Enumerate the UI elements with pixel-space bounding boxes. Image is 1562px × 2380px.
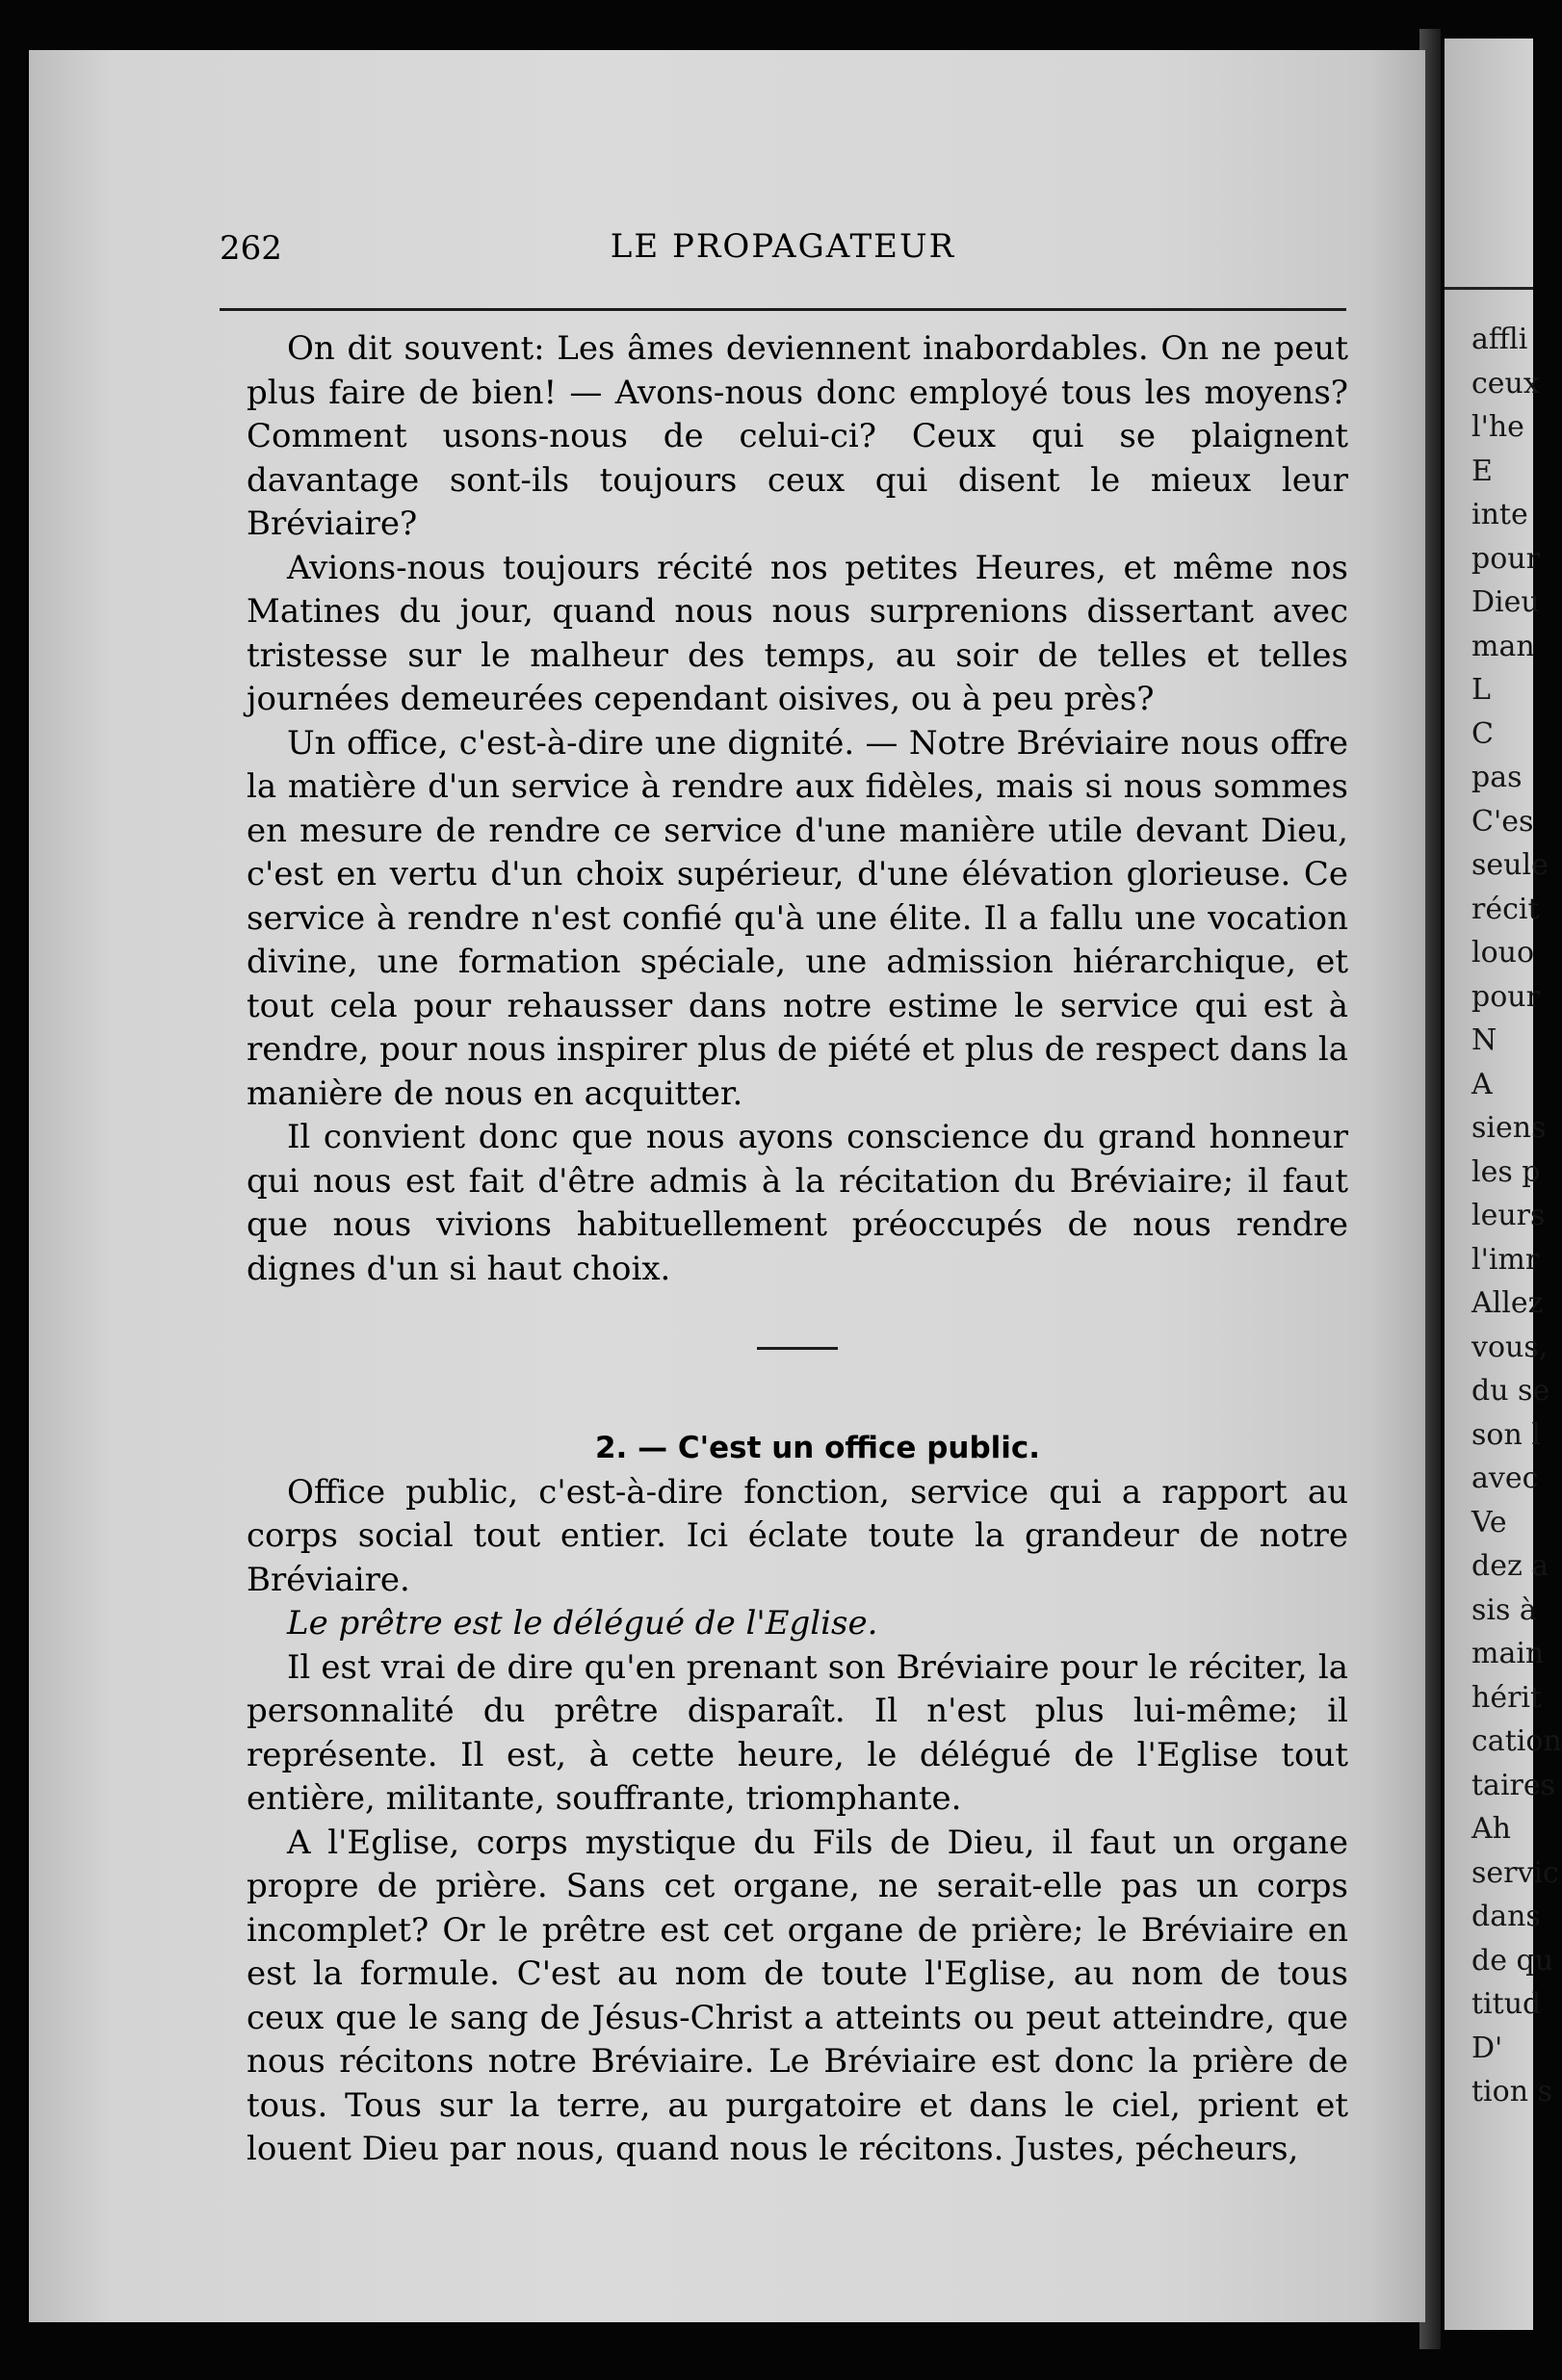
adjacent-line-fragment: récit — [1471, 892, 1540, 926]
adjacent-line-fragment: man — [1471, 629, 1535, 663]
page-body — [247, 327, 1348, 2172]
subheading: Le prêtre est le délégué de l'Eglise. — [287, 1604, 878, 1643]
paragraph: On dit souvent: Les âmes deviennent inabordables. On ne peut plus faire de bien! — Avons-nous donc employé tous les moyens? Comment usons-nous de celui-ci? Ceux qui se plaignent davantage sont-ils toujours ceux qui disent le mieux leur Bréviaire? — [247, 329, 1348, 543]
adjacent-line-fragment: du se — [1471, 1374, 1550, 1408]
adjacent-line-fragment: avec — [1471, 1462, 1539, 1495]
paragraph: Avions-nous toujours récité nos petites Heures, et même nos Matines du jour, quand nous nous surprenions dissertant avec tristesse sur le malheur des temps, au soir de telles et telles journées demeurées cependant oisives, ou à peu près? — [247, 548, 1348, 718]
adjacent-line-fragment: l'he — [1471, 410, 1524, 444]
adjacent-line-fragment: leurs — [1471, 1199, 1546, 1232]
adjacent-page-fragment — [1445, 39, 1562, 2330]
adjacent-line-fragment: pour — [1471, 541, 1540, 576]
adjacent-line-fragment: Allez — [1471, 1286, 1544, 1320]
adjacent-header-rule — [1445, 287, 1533, 290]
adjacent-line-fragment: A — [1471, 1067, 1493, 1101]
paragraph: Un office, c'est-à-dire une dignité. — Notre Bréviaire nous offre la matière d'un service à rendre aux fidèles, mais si nous sommes en mesure de rendre ce service d'une manière utile devant Dieu, c'est en vertu d'un choix supérieur, d'une élévation glorieuse. Ce service à rendre n'est confié qu'à une élite. Il a fallu une vocation divine, une formation spéciale, une admission hiérarchique, et tout cela pour rehausser dans notre estime le service qui est à rendre, pour nous inspirer plus de piété et plus de respect dans la manière de nous en acquitter. — [247, 723, 1348, 1113]
adjacent-line-fragment: seule — [1471, 848, 1549, 882]
adjacent-line-fragment: dans — [1471, 1900, 1541, 1933]
adjacent-line-fragment: C — [1471, 716, 1494, 751]
adjacent-line-fragment: taires — [1471, 1768, 1556, 1802]
running-title: LE PROPAGATEUR — [610, 227, 956, 266]
adjacent-line-fragment: de qu — [1471, 1943, 1554, 1978]
adjacent-line-fragment: hérit — [1471, 1680, 1543, 1715]
section-title: 2. — C'est un office public. — [594, 1431, 1041, 1465]
adjacent-line-fragment: son l — [1471, 1417, 1541, 1452]
paragraph: Il est vrai de dire qu'en prenant son Bréviaire pour le réciter, la personnalité du prêtre disparaît. Il n'est plus lui-même; il représente. Il est, à cette heure, le délégué de l'Eglise tout entière, militante, souffrante, triomphante. — [247, 1647, 1348, 1818]
adjacent-line-fragment: Ve — [1471, 1505, 1507, 1539]
adjacent-line-fragment: louo — [1471, 936, 1535, 970]
adjacent-line-fragment: ceux — [1471, 366, 1540, 401]
header-rule — [220, 308, 1346, 311]
adjacent-line-fragment: les p — [1471, 1154, 1541, 1189]
adjacent-line-fragment: dez a — [1471, 1549, 1549, 1583]
section-separator — [757, 1347, 838, 1350]
adjacent-line-fragment: l'imr — [1471, 1242, 1540, 1277]
adjacent-line-fragment: Ah — [1471, 1812, 1511, 1846]
paragraph: Office public, c'est-à-dire fonction, service qui a rapport au corps social tout entier. Ici éclate toute la grandeur de notre Bréviaire. — [247, 1472, 1348, 1599]
adjacent-line-fragment: N — [1471, 1023, 1497, 1057]
page-number: 262 — [220, 229, 282, 268]
adjacent-line-fragment: inte — [1471, 498, 1528, 531]
adjacent-line-fragment: cation — [1471, 1724, 1562, 1758]
adjacent-line-fragment: tion s — [1471, 2075, 1552, 2108]
adjacent-line-fragment: sis à — [1471, 1592, 1537, 1627]
paragraph: A l'Eglise, corps mystique du Fils de Dieu, il faut un organe propre de prière. Sans cet organe, ne serait-elle pas un corps incomplet? Or le prêtre est cet organe de prière; le Bréviaire en est la formule. C'est au nom de toute l'Eglise, au nom de tous ceux que le sang de Jésus-Christ a atteints ou peut atteindre, que nous récitons notre Bréviaire. Le Bréviaire est donc la prière de tous. Tous sur la terre, au purgatoire et dans le ciel, prient et louent Dieu par nous, quand nous le récitons. Justes, pécheurs, — [247, 1823, 1348, 2168]
adjacent-line-fragment: pour — [1471, 979, 1540, 1014]
paragraph: Il convient donc que nous ayons conscience du grand honneur qui nous est fait d'être admis à la récitation du Bréviaire; il faut que nous vivions habituellement préoccupés de nous rendre dignes d'un si haut choix. — [247, 1118, 1348, 1288]
adjacent-line-fragment: vous, — [1471, 1330, 1549, 1364]
adjacent-line-fragment: E — [1471, 453, 1493, 488]
adjacent-line-fragment: pas — [1471, 761, 1523, 794]
adjacent-line-fragment: siens — [1471, 1111, 1547, 1145]
adjacent-line-fragment: titud — [1471, 1987, 1542, 2021]
page-header — [220, 223, 1346, 275]
adjacent-line-fragment: servic — [1471, 1855, 1559, 1890]
adjacent-line-fragment: Dieu — [1471, 585, 1540, 619]
adjacent-page-lines — [1471, 318, 1562, 2114]
adjacent-line-fragment: L — [1471, 673, 1491, 707]
adjacent-line-fragment: D' — [1471, 2031, 1503, 2065]
adjacent-line-fragment: main — [1471, 1637, 1545, 1670]
adjacent-line-fragment: C'es — [1471, 804, 1534, 839]
adjacent-line-fragment: affli — [1471, 323, 1528, 356]
